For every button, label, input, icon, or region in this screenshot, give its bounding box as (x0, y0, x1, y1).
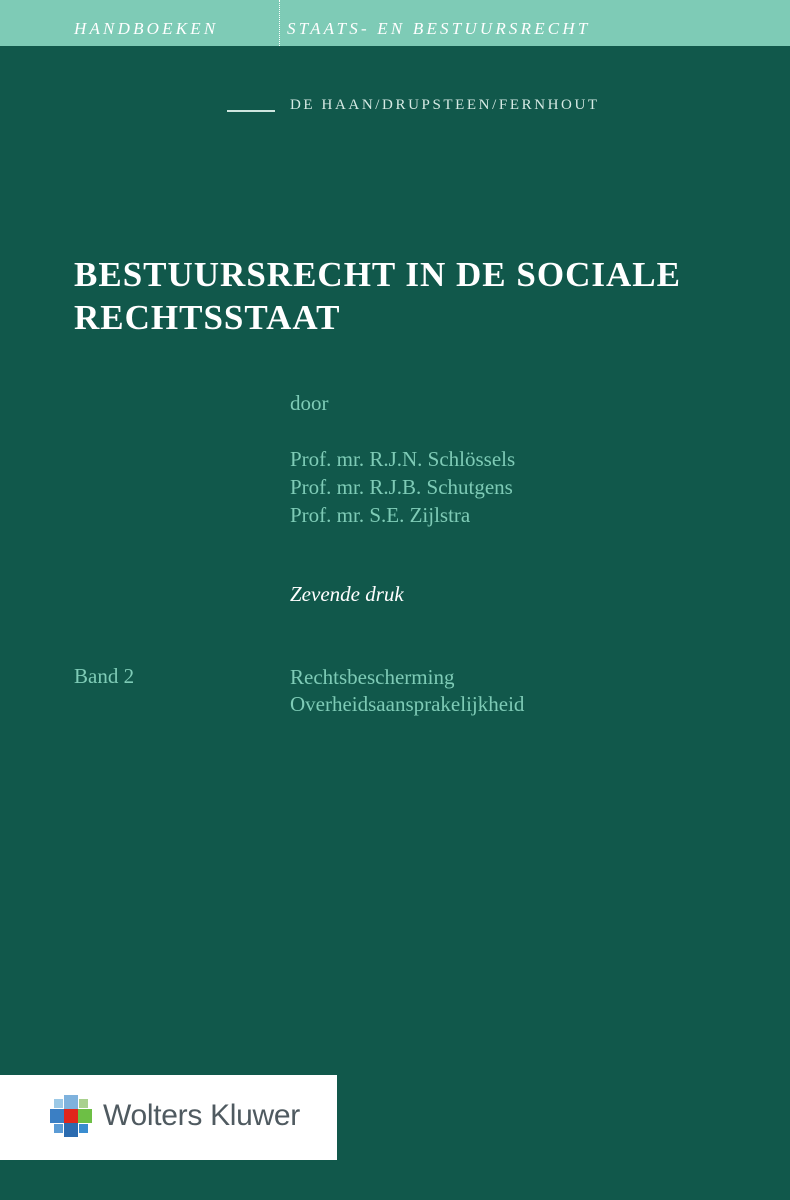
author-name: Prof. mr. S.E. Zijlstra (290, 503, 471, 527)
author-name: Prof. mr. R.J.B. Schutgens (290, 475, 513, 499)
book-title (74, 253, 754, 339)
series-band (0, 0, 790, 46)
publisher-logo-box (0, 1075, 337, 1160)
volume-topics (290, 664, 524, 718)
publisher-name: Wolters Kluwer (103, 1099, 300, 1132)
by-label: door (290, 391, 329, 415)
wolters-kluwer-logo-icon (48, 1093, 96, 1141)
book-title-line-1: BESTUURSRECHT IN DE SOCIALE (74, 255, 681, 294)
editors-rule (227, 110, 275, 112)
series-editors: DE HAAN/DRUPSTEEN/FERNHOUT (290, 97, 600, 113)
volume-topic: Overheidsaansprakelijkheid (290, 692, 525, 716)
edition-label: Zevende druk (290, 582, 404, 606)
volume-label: Band 2 (74, 664, 135, 688)
book-title-line-2: RECHTSSTAAT (74, 298, 341, 337)
series-divider (279, 0, 280, 46)
author-list (290, 445, 515, 529)
author-name: Prof. mr. R.J.N. Schlössels (290, 447, 516, 471)
volume-topic: Rechtsbescherming (290, 665, 455, 689)
series-name-right: STAATS- EN BESTUURSRECHT (287, 19, 591, 38)
series-name-left: HANDBOEKEN (74, 19, 219, 38)
